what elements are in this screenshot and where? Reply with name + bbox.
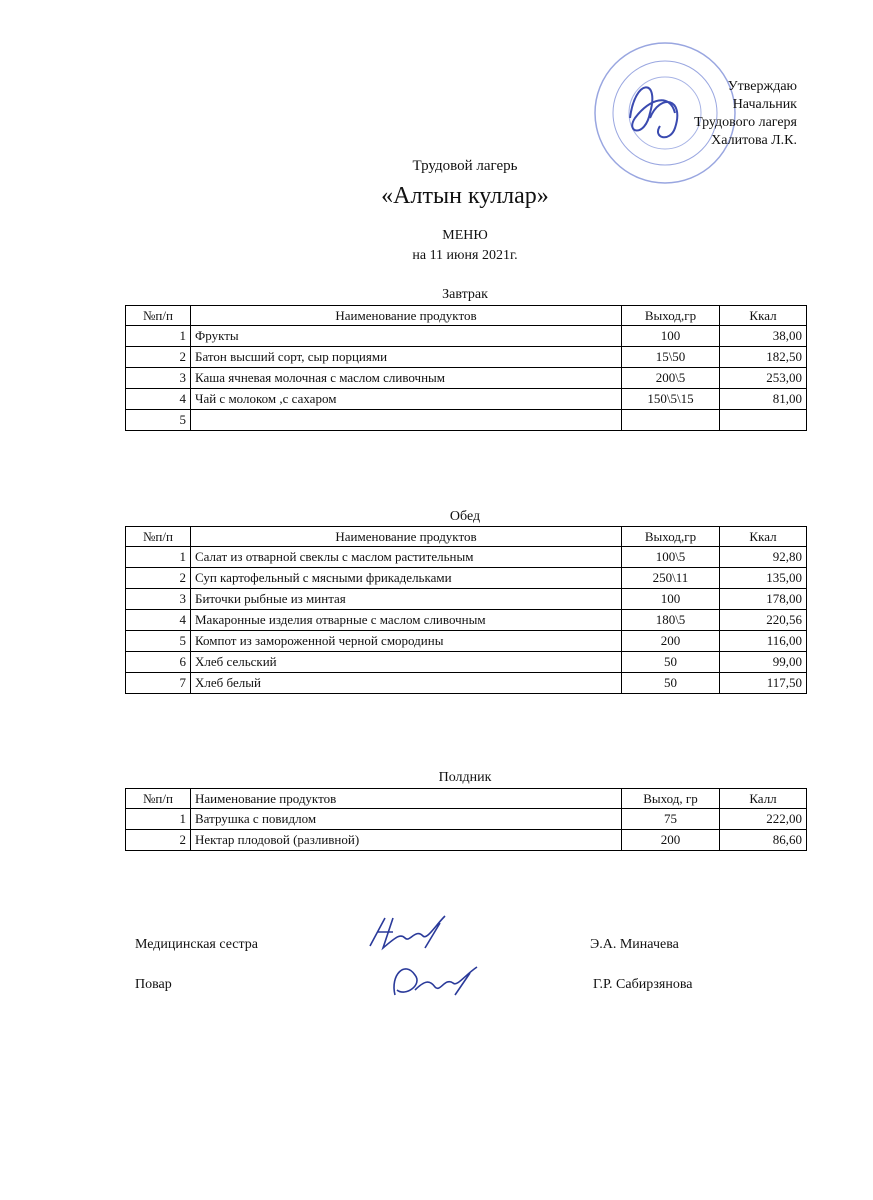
cell-number: 4 bbox=[126, 389, 191, 410]
cell-number: 2 bbox=[126, 830, 191, 851]
col-header-number: №п/п bbox=[126, 527, 191, 547]
cell-kcal: 81,00 bbox=[720, 389, 807, 410]
col-header-kcal: Ккал bbox=[720, 527, 807, 547]
table-header-row bbox=[126, 527, 807, 547]
table-header-row bbox=[126, 789, 807, 809]
table-row bbox=[126, 830, 807, 851]
cell-kcal: 86,60 bbox=[720, 830, 807, 851]
cell-yield: 100 bbox=[622, 326, 720, 347]
table-row bbox=[126, 589, 807, 610]
table-row bbox=[126, 547, 807, 568]
table-row bbox=[126, 809, 807, 830]
cell-kcal: 38,00 bbox=[720, 326, 807, 347]
cell-yield: 180\5 bbox=[622, 610, 720, 631]
cell-kcal: 99,00 bbox=[720, 652, 807, 673]
cell-name: Макаронные изделия отварные с маслом сливочным bbox=[191, 610, 622, 631]
cell-yield bbox=[622, 410, 720, 431]
cell-name: Суп картофельный с мясными фрикадельками bbox=[191, 568, 622, 589]
table-row bbox=[126, 368, 807, 389]
nurse-name: Э.А. Миначева bbox=[590, 937, 679, 952]
snack-table bbox=[125, 788, 807, 851]
cell-number: 2 bbox=[126, 347, 191, 368]
cell-number: 7 bbox=[126, 673, 191, 694]
cell-yield: 200 bbox=[622, 631, 720, 652]
cell-yield: 50 bbox=[622, 652, 720, 673]
col-header-kcal: Калл bbox=[720, 789, 807, 809]
cell-name: Нектар плодовой (разливной) bbox=[191, 830, 622, 851]
cell-yield: 50 bbox=[622, 673, 720, 694]
cell-kcal: 178,00 bbox=[720, 589, 807, 610]
table-row bbox=[126, 410, 807, 431]
cell-kcal: 222,00 bbox=[720, 809, 807, 830]
col-header-yield: Выход,гр bbox=[622, 527, 720, 547]
cook-name: Г.Р. Сабирзянова bbox=[593, 977, 693, 992]
cell-yield: 15\50 bbox=[622, 347, 720, 368]
table-row bbox=[126, 631, 807, 652]
cell-kcal bbox=[720, 410, 807, 431]
table-row bbox=[126, 389, 807, 410]
cell-kcal: 135,00 bbox=[720, 568, 807, 589]
table-row bbox=[126, 347, 807, 368]
nurse-role: Медицинская сестра bbox=[135, 937, 259, 952]
col-header-yield: Выход,гр bbox=[622, 306, 720, 326]
cell-name: Биточки рыбные из минтая bbox=[191, 589, 622, 610]
cell-name: Компот из замороженной черной смородины bbox=[191, 631, 622, 652]
cell-name: Чай с молоком ,с сахаром bbox=[191, 389, 622, 410]
table-header-row bbox=[126, 306, 807, 326]
approval-line-3: Трудового лагеря bbox=[694, 115, 797, 130]
camp-name: «Алтын куллар» bbox=[381, 183, 549, 209]
col-header-name: Наименование продуктов bbox=[191, 306, 622, 326]
cell-yield: 200\5 bbox=[622, 368, 720, 389]
cell-number: 5 bbox=[126, 631, 191, 652]
cell-number: 4 bbox=[126, 610, 191, 631]
cell-yield: 250\11 bbox=[622, 568, 720, 589]
table-row bbox=[126, 673, 807, 694]
camp-type: Трудовой лагерь bbox=[412, 158, 518, 174]
cell-number: 2 bbox=[126, 568, 191, 589]
cook-role: Повар bbox=[135, 977, 172, 992]
cell-number: 5 bbox=[126, 410, 191, 431]
cell-name: Каша ячневая молочная с маслом сливочным bbox=[191, 368, 622, 389]
col-header-number: №п/п bbox=[126, 306, 191, 326]
table-row bbox=[126, 326, 807, 347]
cell-number: 1 bbox=[126, 809, 191, 830]
cell-number: 3 bbox=[126, 368, 191, 389]
table-row bbox=[126, 610, 807, 631]
cell-kcal: 253,00 bbox=[720, 368, 807, 389]
approval-line-1: Утверждаю bbox=[727, 79, 797, 94]
cell-name: Салат из отварной свеклы с маслом растительным bbox=[191, 547, 622, 568]
cell-yield: 200 bbox=[622, 830, 720, 851]
cell-kcal: 117,50 bbox=[720, 673, 807, 694]
cell-number: 3 bbox=[126, 589, 191, 610]
cook-signature bbox=[385, 955, 485, 1005]
cell-name bbox=[191, 410, 622, 431]
cell-number: 1 bbox=[126, 326, 191, 347]
cell-name: Хлеб белый bbox=[191, 673, 622, 694]
cell-yield: 75 bbox=[622, 809, 720, 830]
cell-name: Фрукты bbox=[191, 326, 622, 347]
table-row bbox=[126, 568, 807, 589]
cell-kcal: 220,56 bbox=[720, 610, 807, 631]
snack-title: Полдник bbox=[438, 770, 492, 785]
col-header-yield: Выход, гр bbox=[622, 789, 720, 809]
cell-name: Батон высший сорт, сыр порциями bbox=[191, 347, 622, 368]
col-header-name: Наименование продуктов bbox=[191, 527, 622, 547]
breakfast-table bbox=[125, 305, 807, 431]
cell-name: Ватрушка с повидлом bbox=[191, 809, 622, 830]
menu-date: на 11 июня 2021г. bbox=[412, 248, 518, 263]
cell-kcal: 116,00 bbox=[720, 631, 807, 652]
table-row bbox=[126, 652, 807, 673]
approval-line-2: Начальник bbox=[732, 97, 797, 112]
cell-number: 6 bbox=[126, 652, 191, 673]
cell-kcal: 92,80 bbox=[720, 547, 807, 568]
cell-name: Хлеб сельский bbox=[191, 652, 622, 673]
cell-number: 1 bbox=[126, 547, 191, 568]
cell-yield: 100 bbox=[622, 589, 720, 610]
col-header-number: №п/п bbox=[126, 789, 191, 809]
cell-yield: 100\5 bbox=[622, 547, 720, 568]
lunch-table bbox=[125, 526, 807, 694]
menu-title: МЕНЮ bbox=[442, 228, 488, 243]
approval-line-4: Халитова Л.К. bbox=[711, 133, 797, 148]
cell-kcal: 182,50 bbox=[720, 347, 807, 368]
nurse-signature bbox=[365, 908, 455, 958]
col-header-kcal: Ккал bbox=[720, 306, 807, 326]
approval-block bbox=[694, 78, 797, 150]
cell-yield: 150\5\15 bbox=[622, 389, 720, 410]
lunch-title: Обед bbox=[449, 509, 481, 524]
col-header-name: Наименование продуктов bbox=[191, 789, 622, 809]
breakfast-title: Завтрак bbox=[442, 287, 488, 302]
